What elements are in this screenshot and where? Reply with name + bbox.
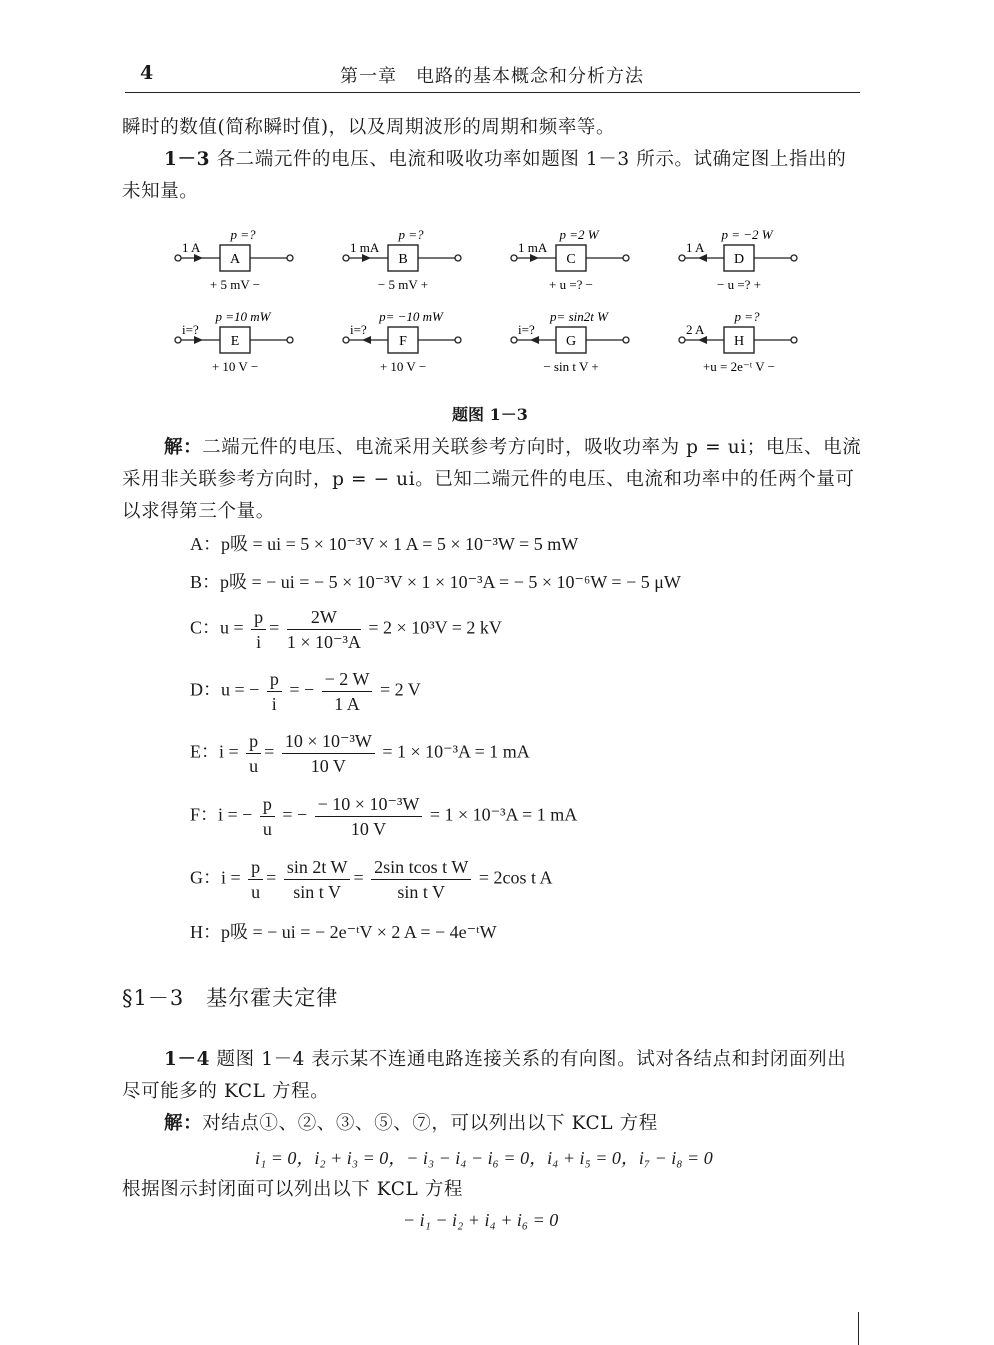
terminal-left [175,255,181,261]
kcl-surface-equation: − i₁ − i₂ + i₄ + i₆ = 0 [403,1210,559,1230]
problem-number: 1－3 [164,149,211,170]
terminal-left [679,337,685,343]
problem-text: 题图 1－4 表示某不连通电路连接关系的有向图。试对各结点和封闭面列出尽可能多的 KCL 方程。 [122,1049,847,1102]
eq-c-suffix: = 2 × 10³V = 2 kV [368,617,502,638]
equation-h: H：p吸 = − ui = − 2e⁻ᵗV × 2 A = − 4e⁻ᵗW [190,922,497,942]
current-label: 1 A [182,240,201,255]
voltage-label: + u =? − [548,277,594,292]
eq-d-mid: = − [289,679,315,700]
voltage-label: + 10 V − [211,359,259,374]
solution-label: 解： [164,1113,203,1134]
equation-f [190,793,577,840]
current-arrow [362,254,371,262]
element-d [679,227,797,292]
element-label: A [229,252,241,267]
chapter-title: 第一章 电路的基本概念和分析方法 [340,66,644,87]
element-label: F [399,334,407,349]
eq-g-frac-1: $\frac{p}{u}$ [248,856,263,903]
eq-f-frac-2: $\frac{\text{− 10 × 10⁻³W}}{10 V}$ [315,793,423,840]
current-arrow [530,254,539,262]
eq-d-frac-1: $\frac{p}{i}$ [267,668,282,715]
voltage-label: − u =? + [716,277,762,292]
current-arrow [194,336,203,344]
current-arrow [698,254,707,262]
voltage-label: − 5 mV + [377,277,429,292]
eq-f-mid: = − [282,804,308,825]
eq-g-suffix: = 2cos t A [478,867,553,888]
power-label: p= sin2t W [550,309,608,324]
eq-e-frac-1: $\frac{p}{u}$ [246,730,261,777]
voltage-label: + 5 mV − [209,277,261,292]
terminal-left [511,337,517,343]
current-arrow [698,336,707,344]
eq-c-prefix: C：u = [190,617,244,638]
element-label: G [565,334,577,349]
current-label: 2 A [686,322,705,337]
closed-surface-text: 根据图示封闭面可以列出以下 KCL 方程 [122,1179,464,1200]
element-label: D [733,252,745,267]
element-h [679,309,797,374]
voltage-label: +u = 2e⁻ᵗ V − [702,359,776,374]
terminal-right [455,337,461,343]
current-arrow [530,336,539,344]
eq-f-prefix: F：i = − [190,804,253,825]
terminal-left [343,337,349,343]
element-label: C [566,252,576,267]
power-label: p = −2 W [721,227,773,242]
power-label: p =? [398,227,424,242]
element-label: E [230,334,240,349]
eq-e-prefix: E：i = [190,741,239,762]
terminal-left [175,337,181,343]
eq-g-frac-2: $\frac{\text{sin 2t W}}{\text{sin t V}}$ [284,856,351,903]
terminal-right [623,337,629,343]
solution-text: 二端元件的电压、电流采用关联参考方向时，吸收功率为 p = ui；电压、电流采用非关联参考方向时，p = − ui。已知二端元件的电压、电流和功率中的任两个量可以求得第三个量。 [122,437,862,522]
eq-c-frac-1: $\frac{p}{i}$ [251,606,266,653]
element-c [511,227,629,292]
power-label: p =? [734,309,760,324]
element-label: H [733,334,745,349]
eq-d-prefix: D：u = − [190,679,260,700]
eq-d-suffix: = 2 V [379,679,421,700]
current-label: 1 mA [518,240,548,255]
equation-e: E：i = $\frac{p}{u}$ = $\frac{\text{10 × 10⁻³W}}{10 V}$ = 1 × 10⁻³A = 1 mA [190,731,530,776]
solution-1-4-intro [122,1108,862,1140]
problem-number: 1－4 [164,1049,211,1070]
terminal-right [791,337,797,343]
power-label: p =2 W [559,227,599,242]
solution-label: 解： [164,437,203,458]
eq-g-prefix: G：i = [190,867,241,888]
power-label: p= −10 mW [379,309,443,324]
power-label: p =10 mW [215,309,271,324]
terminal-left [511,255,517,261]
solution-1-3-intro [122,432,862,528]
section-heading: §1－3 基尔霍夫定律 [122,986,339,1010]
eq-c-frac-2: $\frac{2W}{\text{1 × 10⁻³A}}$ [286,607,361,652]
eq-g-frac-3: $\frac{\text{2sin tcos t W}}{\text{sin t V}}$ [371,856,471,903]
element-g [511,309,629,374]
header-rule [125,92,860,93]
eq-f-frac-1: $\frac{p}{u}$ [260,793,275,840]
terminal-right [791,255,797,261]
problem-text: 各二端元件的电压、电流和吸收功率如题图 1－3 所示。试确定图上指出的未知量。 [122,149,847,202]
current-label: 1 mA [350,240,380,255]
terminal-left [343,255,349,261]
terminal-right [623,255,629,261]
voltage-label: − sin t V + [543,359,599,374]
equation-g: G：i = $\frac{p}{u}$ = $\frac{\text{sin 2t W}}{\text{sin t V}}$ = $\frac{\text{2sin tcos t W}}{\text{sin t V}}$ = 2cos t A [190,857,553,902]
current-label: 1 A [686,240,705,255]
figure-caption: 题图 1－3 [452,405,528,424]
element-e [175,309,293,374]
solution-text: 对结点①、②、③、⑤、⑦，可以列出以下 KCL 方程 [202,1113,658,1134]
kcl-node-equations: i₁ = 0，i₂ + i₃ = 0，− i₃ − i₄ − i₆ = 0，i₄ + i₅ = 0，i₇ − i₈ = 0 [255,1148,713,1168]
element-label: B [398,252,408,267]
element-a [175,227,293,292]
equation-d [190,668,421,715]
page-number: 4 [140,62,154,84]
element-b [343,227,461,292]
eq-f-suffix: = 1 × 10⁻³A = 1 mA [429,804,578,825]
equation-b: B：p吸 = − ui = − 5 × 10⁻³V × 1 × 10⁻³A = − 5 × 10⁻⁶W = − 5 μW [190,572,681,592]
eq-d-frac-2: $\frac{- 2 W}{1 A}$ [322,668,373,715]
figure-1-3 [160,214,820,384]
equation-c: C：u = $\frac{p}{i}$ = $\frac{2W}{\text{1 × 10⁻³A}}$ = 2 × 10³V = 2 kV [190,607,502,652]
terminal-right [455,255,461,261]
current-arrow [194,254,203,262]
problem-1-3 [122,144,862,208]
margin-rule [858,1312,859,1345]
current-label: i=? [350,322,367,337]
current-arrow [362,336,371,344]
element-f [343,309,461,374]
eq-e-frac-2: $\frac{\text{10 × 10⁻³W}}{10 V}$ [282,730,375,777]
intro-line: 瞬时的数值(简称瞬时值)，以及周期波形的周期和频率等。 [122,117,616,138]
terminal-left [679,255,685,261]
eq-e-suffix: = 1 × 10⁻³A = 1 mA [382,741,530,762]
terminal-right [287,255,293,261]
power-label: p =? [230,227,256,242]
voltage-label: + 10 V − [379,359,427,374]
problem-1-4 [122,1044,862,1108]
equation-a: A：p吸 = ui = 5 × 10⁻³V × 1 A = 5 × 10⁻³W = 5 mW [190,534,579,554]
terminal-right [287,337,293,343]
current-label: i=? [182,322,199,337]
current-label: i=? [518,322,535,337]
